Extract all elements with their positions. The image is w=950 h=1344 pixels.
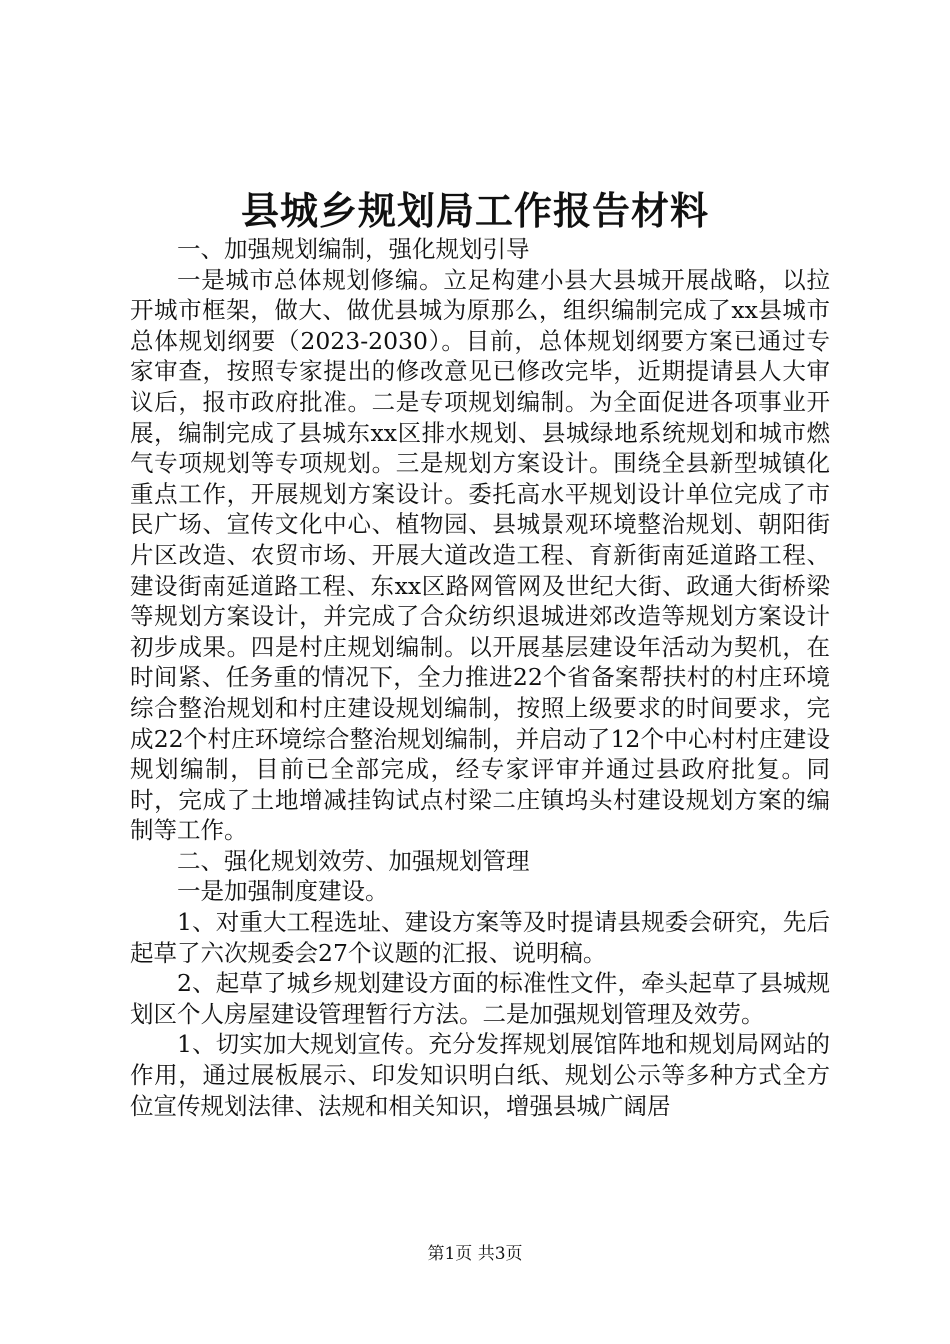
body-paragraph: 1、切实加大规划宣传。充分发挥规划展馆阵地和规划局网站的作用，通过展板展示、印发知识明白纸、规划公示等多种方式全方位宣传规划法律、法规和相关知识，增强县城广阔居 — [130, 1030, 830, 1120]
section-heading-1: 一、加强规划编制，强化规划引导 — [177, 235, 530, 263]
section-heading-2: 二、强化规划效劳、加强规划管理 — [177, 846, 530, 875]
body-paragraph: 一是城市总体规划修编。立足构建小县大县城开展战略，以拉开城市框架，做大、做优县城为原那么，组织编制完成了xx县城市总体规划纲要（2023-2030）。目前，总体规划纲要方案已通过专家审查，按照专家提出的修改意见已修改完毕，近期提请县人大审议后，报市政府批准。二是专项规划编制。为全面促进各项事业开展，编制完成了县城东xx区排水规划、县城绿地系统规划和城市燃气专项规划等专项规划。三是规划方案设计。围绕全县新型城镇化重点工作，开展规划方案设计。委托高水平规划设计单位完成了市民广场、宣传文化中心、植物园、县城景观环境整治规划、朝阳街片区改造、农贸市场、开展大道改造工程、育新街南延道路工程、建设街南延道路工程、东xx区路网管网及世纪大街、政通大街桥梁等规划方案设计，并完成了合众纺织退城进郊改造等规划方案设计初步成果。四是村庄规划编制。以开展基层建设年活动为契机，在时间紧、任务重的情况下，全力推进22个省备案帮扶村的村庄环境综合整治规划和村庄建设规划编制，按照上级要求的时间要求，完成22个村庄环境综合整治规划编制，并启动了12个中心村村庄建设规划编制，目前已全部完成，经专家评审并通过县政府批复。同时，完成了土地增减挂钩试点村梁二庄镇坞头村建设规划方案的编制等工作。 — [130, 265, 830, 845]
body-paragraph: 一是加强制度建设。 — [177, 877, 389, 906]
body-paragraph: 1、对重大工程选址、建设方案等及时提请县规委会研究，先后起草了六次规委会27个议题的汇报、说明稿。 — [130, 908, 830, 967]
page-number-footer: 第1页 共3页 — [427, 1244, 523, 1264]
body-paragraph: 2、起草了城乡规划建设方面的标准性文件，牵头起草了县城规划区个人房屋建设管理暂行方法。二是加强规划管理及效劳。 — [130, 969, 830, 1028]
document-title: 县城乡规划局工作报告材料 — [240, 188, 709, 233]
document-body — [130, 234, 830, 1121]
